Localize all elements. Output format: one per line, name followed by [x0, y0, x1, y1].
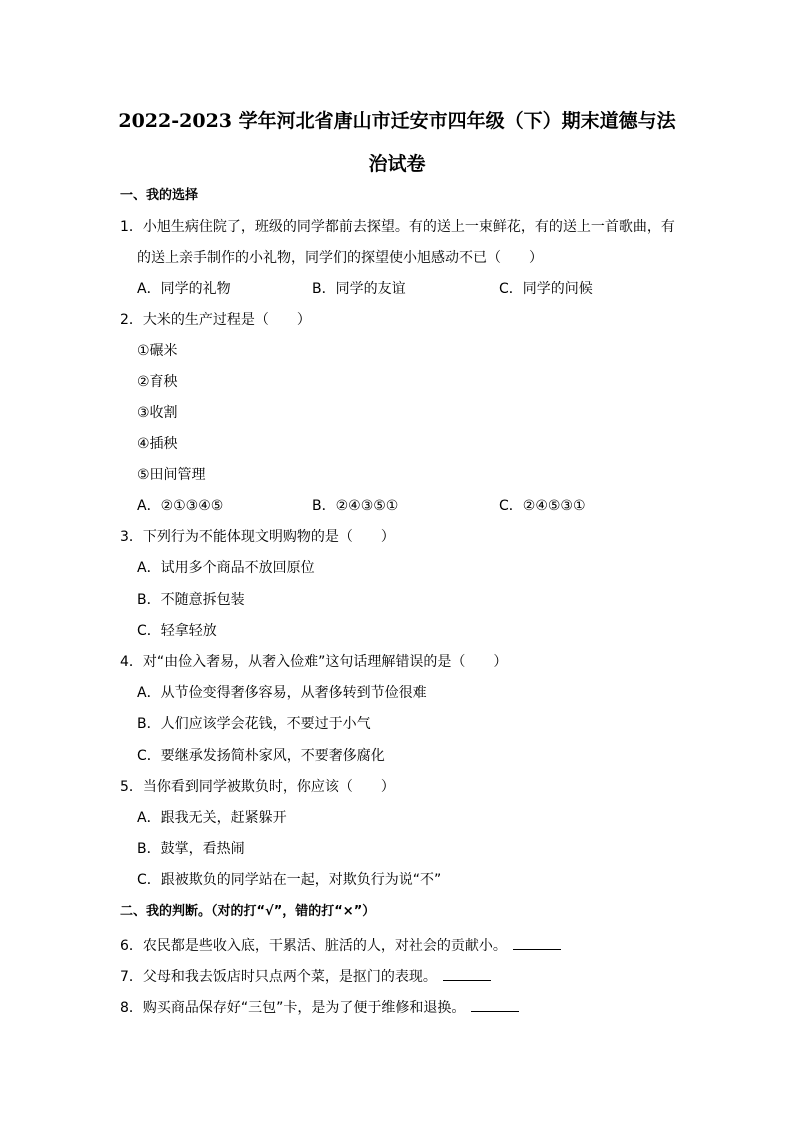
question-8: [120, 997, 519, 1018]
question-7-text: 7．父母和我去饭店时只点两个菜，是抠门的表现。: [120, 969, 437, 985]
question-3-option-c: C．轻拿轻放: [137, 623, 217, 639]
question-2-step-1: ①碾米: [137, 343, 178, 359]
question-2-stem: 2．大米的生产过程是（ ）: [120, 312, 311, 328]
exam-title-line2: 治试卷: [368, 153, 426, 175]
question-3-stem: 3．下列行为不能体现文明购物的是（ ）: [120, 529, 395, 545]
question-4-option-a: A．从节俭变得奢侈容易，从奢侈转到节俭很难: [137, 685, 427, 701]
answer-blank-7[interactable]: [443, 966, 491, 981]
question-2-option-b: B．②④③⑤①: [312, 498, 399, 514]
question-4-option-c: C．要继承发扬简朴家风，不要奢侈腐化: [137, 748, 385, 764]
question-5-stem: 5．当你看到同学被欺负时，你应该（ ）: [120, 779, 395, 795]
answer-blank-6[interactable]: [513, 935, 561, 950]
question-8-text: 8．购买商品保存好“三包”卡，是为了便于维修和退换。: [120, 1000, 466, 1016]
exam-title-line1: 2022-2023 学年河北省唐山市迁安市四年级（下）期末道德与法: [118, 110, 676, 132]
question-3-option-b: B．不随意拆包装: [137, 592, 245, 608]
question-2-option-a: A．②①③④⑤: [137, 498, 224, 514]
question-2-step-2: ②育秧: [137, 374, 178, 390]
question-5-option-b: B．鼓掌，看热闹: [137, 841, 245, 857]
section-heading-choice: 一、我的选择: [120, 188, 199, 203]
question-2-option-c: C．②④⑤③①: [499, 498, 586, 514]
question-2-step-3: ③收割: [137, 405, 178, 421]
question-1-line1: 1．小旭生病住院了，班级的同学都前去探望。有的送上一束鲜花，有的送上一首歌曲，有: [120, 219, 675, 235]
question-6: [120, 935, 561, 956]
question-2-step-5: ⑤田间管理: [137, 467, 206, 483]
answer-blank-8[interactable]: [471, 997, 519, 1012]
question-3-option-a: A．试用多个商品不放回原位: [137, 560, 315, 576]
question-6-text: 6．农民都是些收入底，干累活、脏活的人，对社会的贡献小。: [120, 938, 507, 954]
question-1-option-c: C．同学的问候: [499, 281, 593, 297]
question-2-step-4: ④插秧: [137, 436, 178, 452]
question-5-option-a: A．跟我无关，赶紧躲开: [137, 810, 287, 826]
question-7: [120, 966, 491, 987]
question-5-option-c: C．跟被欺负的同学站在一起，对欺负行为说“不”: [137, 872, 442, 888]
question-1-option-b: B．同学的友谊: [312, 281, 406, 297]
question-4-option-b: B．人们应该学会花钱，不要过于小气: [137, 716, 371, 732]
question-1-option-a: A．同学的礼物: [137, 281, 231, 297]
question-4-stem: 4．对“由俭入奢易，从奢入俭难”这句话理解错误的是（ ）: [120, 654, 508, 670]
section-heading-judgment: 二、我的判断。（对的打“√”，错的打“×”）: [120, 904, 376, 919]
question-1-line2: 的送上亲手制作的小礼物，同学们的探望使小旭感动不已（ ）: [137, 250, 543, 266]
